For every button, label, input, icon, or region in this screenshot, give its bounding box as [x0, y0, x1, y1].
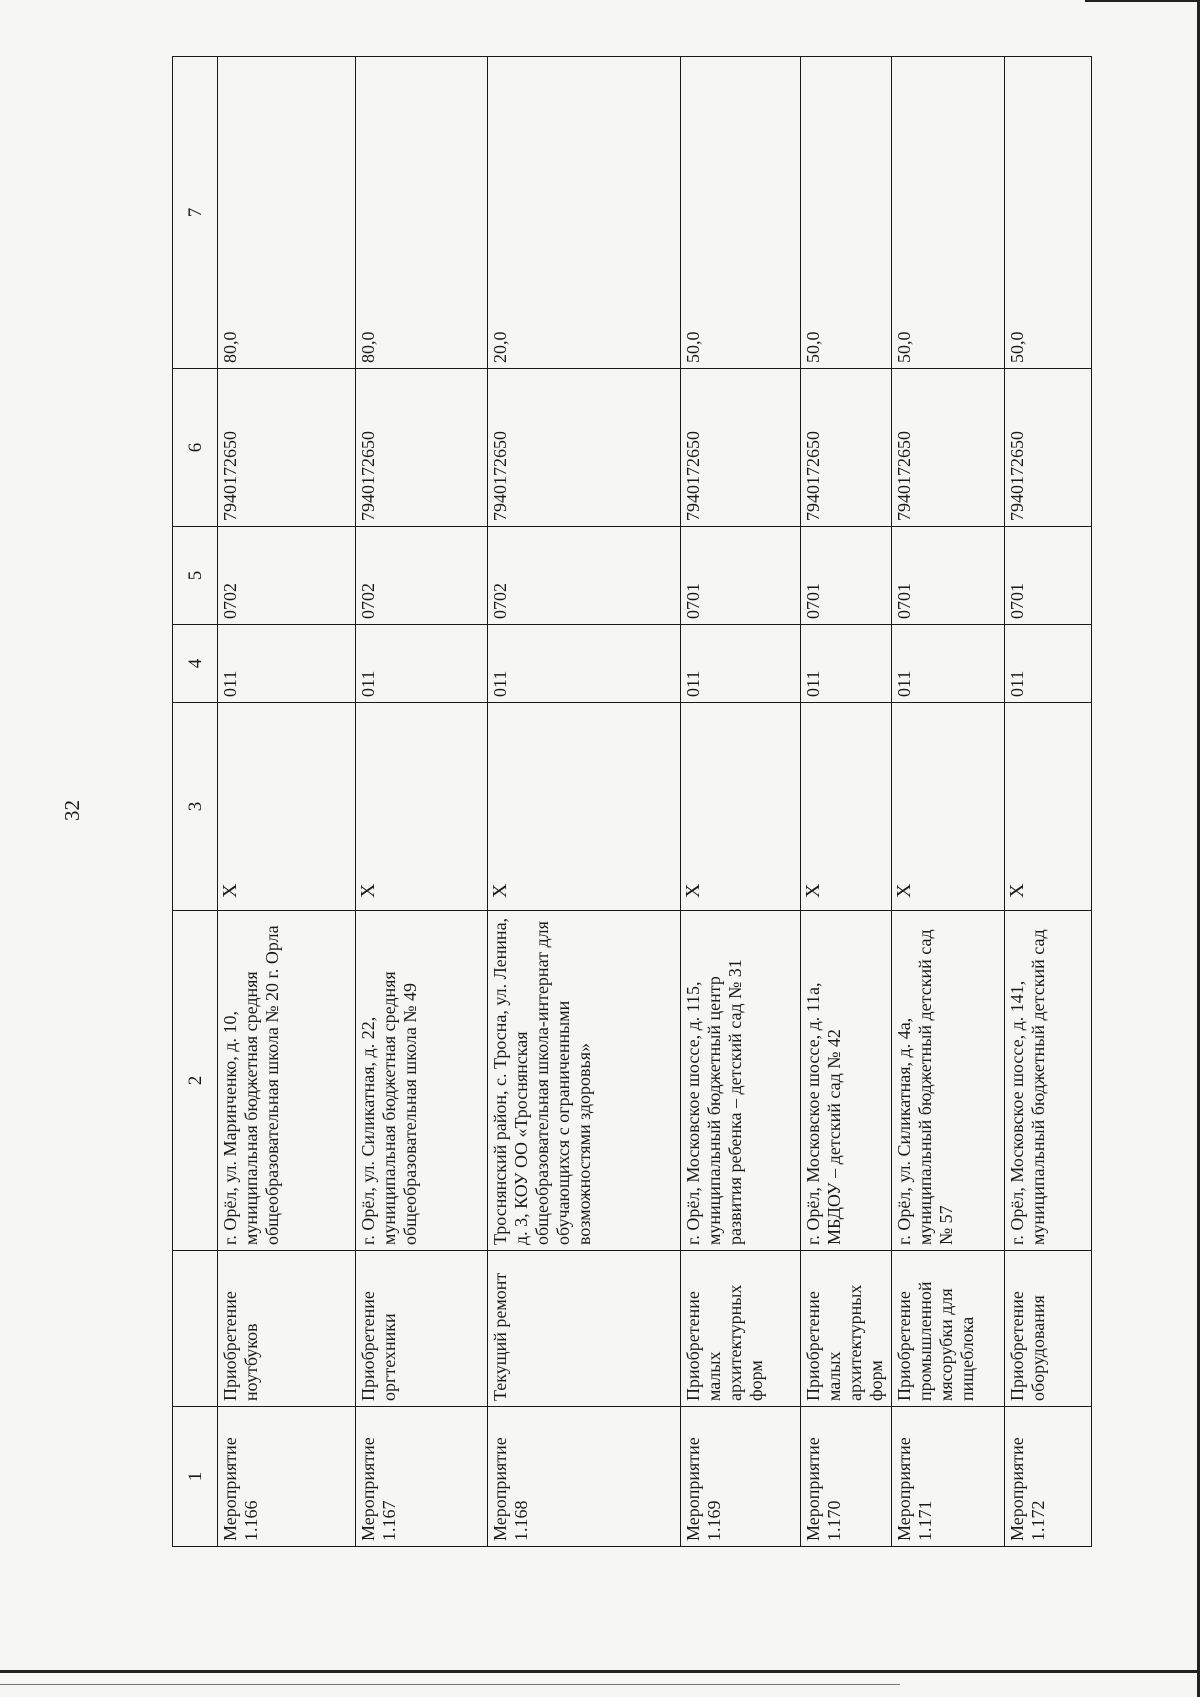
event-cell: Мероприятие 1.172	[1005, 1407, 1092, 1547]
address-cell: г. Орёл, Московское шоссе, д. 115, муниципальный бюджетный центр развития ребенка – детский сад № 31	[681, 911, 800, 1251]
code-cell: 011	[892, 625, 1005, 703]
mark-cell: Х	[218, 703, 356, 911]
section-cell: 0702	[487, 527, 681, 625]
name-cell: Приобретение ноутбуков	[218, 1251, 356, 1407]
amount-cell: 50,0	[800, 57, 892, 369]
name-cell: Приобретение оборудования	[1005, 1251, 1092, 1407]
code-cell: 011	[800, 625, 892, 703]
address-cell: г. Орёл, ул. Силикатная, д. 4а, муниципальный бюджетный детский сад № 57	[892, 911, 1005, 1251]
event-cell: Мероприятие 1.166	[218, 1407, 356, 1547]
header-cell: 5	[173, 527, 218, 625]
table-row	[1005, 57, 1092, 1547]
target-cell: 7940172650	[1005, 369, 1092, 527]
rotated-table-wrapper	[172, 57, 1092, 1547]
address-cell: г. Орёл, ул. Маринченко, д. 10, муниципальная бюджетная средняя общеобразовательная школа № 20 г. Орла	[218, 911, 356, 1251]
target-cell: 7940172650	[218, 369, 356, 527]
table-row	[487, 57, 681, 1547]
mark-cell: Х	[892, 703, 1005, 911]
target-cell: 7940172650	[681, 369, 800, 527]
name-cell: Приобретение малых архитектурных форм	[800, 1251, 892, 1407]
section-cell: 0702	[355, 527, 487, 625]
name-cell: Приобретение промышленной мясорубки для пищеблока	[892, 1251, 1005, 1407]
name-cell: Приобретение оргтехники	[355, 1251, 487, 1407]
section-cell: 0701	[1005, 527, 1092, 625]
address-cell: Троснянский район, с. Тросна, ул. Ленина, д. 3, КОУ ОО «Троснянская общеобразовательная школа-интернат для обучающихся с ограниченными возможностями здоровья»	[487, 911, 681, 1251]
table-row	[681, 57, 800, 1547]
scan-bottom-rule	[0, 1670, 1200, 1673]
section-cell: 0701	[681, 527, 800, 625]
event-cell: Мероприятие 1.168	[487, 1407, 681, 1547]
amount-cell: 80,0	[355, 57, 487, 369]
address-cell: г. Орёл, Московское шоссе, д. 11а, МБДОУ – детский сад № 42	[800, 911, 892, 1251]
name-cell: Текущий ремонт	[487, 1251, 681, 1407]
amount-cell: 20,0	[487, 57, 681, 369]
event-cell: Мероприятие 1.167	[355, 1407, 487, 1547]
target-cell: 7940172650	[355, 369, 487, 527]
header-cell: 2	[173, 911, 218, 1251]
event-cell: Мероприятие 1.170	[800, 1407, 892, 1547]
mark-cell: Х	[355, 703, 487, 911]
mark-cell: Х	[487, 703, 681, 911]
amount-cell: 50,0	[1005, 57, 1092, 369]
target-cell: 7940172650	[800, 369, 892, 527]
page-number: 32	[60, 800, 84, 821]
header-cell: 6	[173, 369, 218, 527]
name-cell: Приобретение малых архитектурных форм	[681, 1251, 800, 1407]
header-cell: 7	[173, 57, 218, 369]
code-cell: 011	[681, 625, 800, 703]
mark-cell: Х	[681, 703, 800, 911]
table-row	[892, 57, 1005, 1547]
table-row	[218, 57, 356, 1547]
header-cell: 4	[173, 625, 218, 703]
scan-top-rule	[1085, 0, 1200, 2]
target-cell: 7940172650	[487, 369, 681, 527]
event-cell: Мероприятие 1.171	[892, 1407, 1005, 1547]
event-cell: Мероприятие 1.169	[681, 1407, 800, 1547]
section-cell: 0701	[800, 527, 892, 625]
section-cell: 0701	[892, 527, 1005, 625]
code-cell: 011	[355, 625, 487, 703]
header-cell	[173, 1251, 218, 1407]
code-cell: 011	[1005, 625, 1092, 703]
amount-cell: 50,0	[681, 57, 800, 369]
header-row	[173, 57, 218, 1547]
address-cell: г. Орёл, ул. Силикатная, д. 22, муниципальная бюджетная средняя общеобразовательная школа № 49	[355, 911, 487, 1251]
scan-bottom-rule-thin	[0, 1684, 900, 1685]
amount-cell: 50,0	[892, 57, 1005, 369]
header-cell: 1	[173, 1407, 218, 1547]
amount-cell: 80,0	[218, 57, 356, 369]
table-row	[355, 57, 487, 1547]
section-cell: 0702	[218, 527, 356, 625]
table-row	[800, 57, 892, 1547]
events-table	[172, 56, 1092, 1547]
header-cell: 3	[173, 703, 218, 911]
address-cell: г. Орёл, Московское шоссе, д. 141, муниципальный бюджетный детский сад	[1005, 911, 1092, 1251]
code-cell: 011	[218, 625, 356, 703]
mark-cell: Х	[800, 703, 892, 911]
target-cell: 7940172650	[892, 369, 1005, 527]
mark-cell: Х	[1005, 703, 1092, 911]
code-cell: 011	[487, 625, 681, 703]
